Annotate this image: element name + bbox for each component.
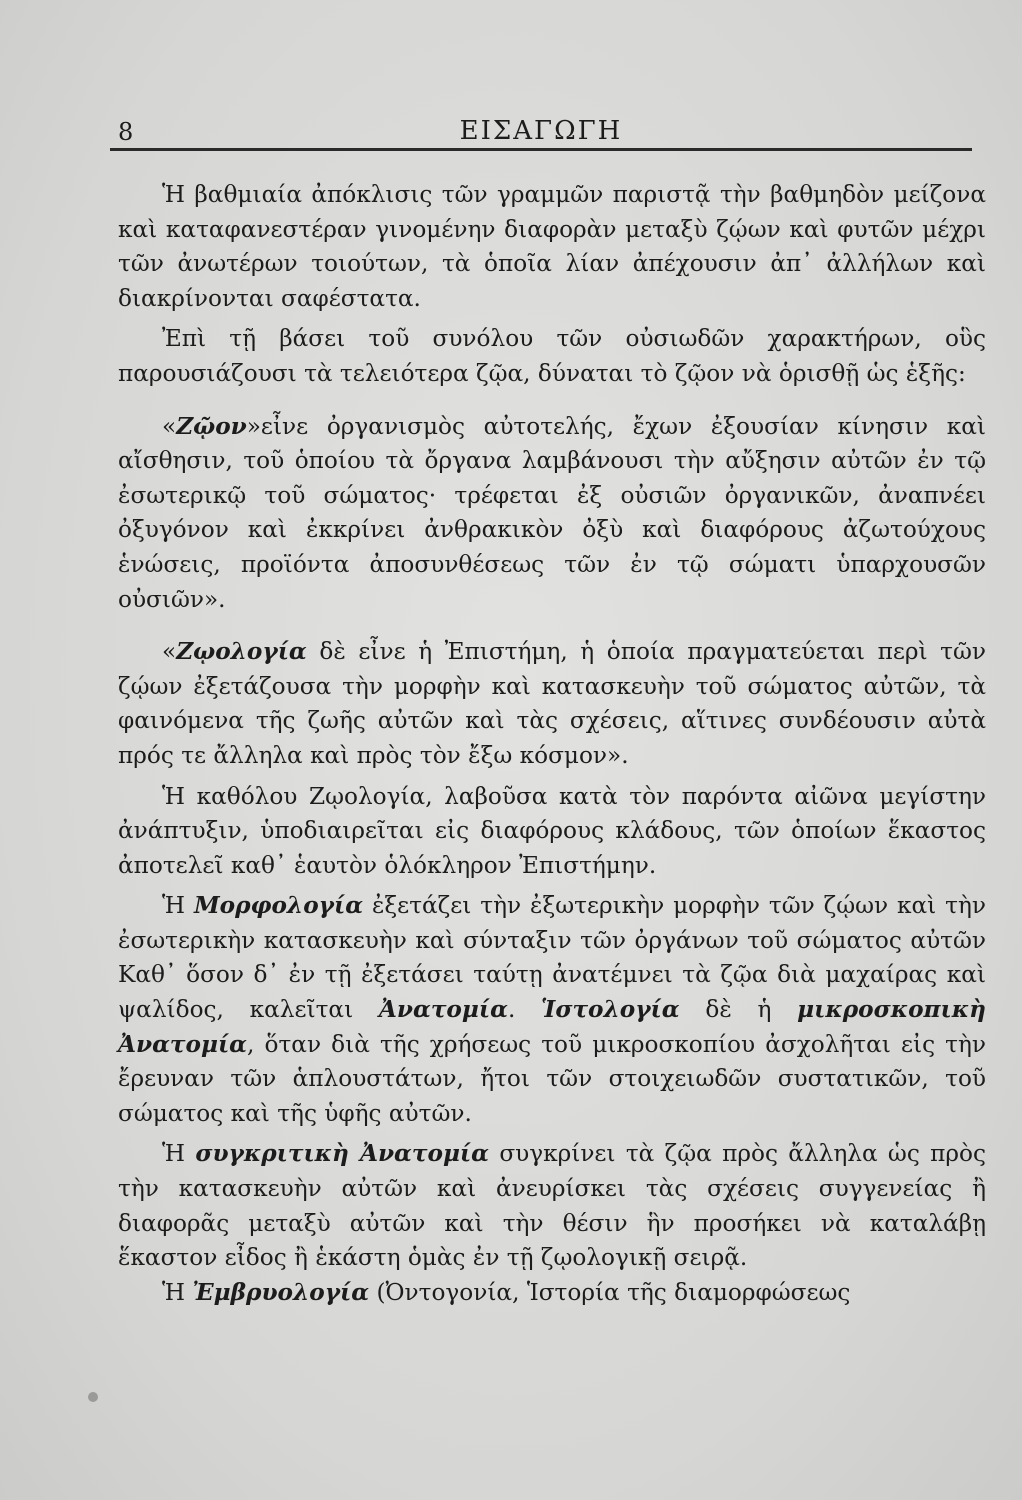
paragraph-animal-definition <box>118 410 986 618</box>
running-head: ΕΙΣΑΓΩΓΗ <box>459 116 623 146</box>
term-histologia: Ἱστολογία <box>541 996 680 1024</box>
text-segment: Ἡ <box>162 1278 193 1306</box>
page-header <box>110 108 972 151</box>
paragraph-definition-intro <box>118 322 986 391</box>
term-zoon: Ζῷον <box>176 412 247 440</box>
term-comparative-anatomy: συγκριτικὴ Ἀνατομία <box>195 1140 489 1168</box>
paragraph-text: »εἶνε ὀργανισμὸς αὐτοτελής, ἔχων ἐξουσίαν κίνησιν καὶ αἴσθησιν, τοῦ ὁποίου τὰ ὄργανα λαμβάνουσι τὴν αὔξησιν αὐτῶν ἐν τῷ ἐσωτερικῷ τοῦ σώματος· τρέφεται ἐξ οὐσιῶν ὀργανικῶν, ἀναπνέει ὀξυγόνον καὶ ἐκκρίνει ἀνθρακικὸν ὀξὺ καὶ διαφόρους ἀζωτούχους ἑνώσεις, προϊόντα ἀποσυνθέσεως τῶν ἐν τῷ σώματι ὑπαρχουσῶν οὐσιῶν». <box>118 412 986 613</box>
text-segment: Ἡ <box>162 1140 196 1168</box>
term-microscopic-anatomy: μικροσκοπικὴ Ἀνατομία <box>118 996 986 1058</box>
paragraph-text: Ἡ βαθμιαία ἀπόκλισις τῶν γραμμῶν παριστᾷ τὴν βαθμηδὸν μείζονα καὶ καταφανεστέραν γινομένην διαφορὰν μεταξὺ ζῴων καὶ φυτῶν μέχρι τῶν ἀνωτέρων τοιούτων, τὰ ὁποῖα λίαν ἀπέχουσιν ἀπ᾽ ἀλλήλων καὶ διακρίνονται σαφέστατα. <box>118 181 986 312</box>
term-anatomia: Ἀνατομία <box>378 996 508 1024</box>
paragraph-text: Ἡ καθόλου Ζῳολογία, λαβοῦσα κατὰ τὸν παρόντα αἰῶνα μεγίστην ἀνάπτυξιν, ὑποδιαιρεῖται εἰς διαφόρους κλάδους, τῶν ὁποίων ἕκαστος ἀποτελεῖ καθ᾽ ἑαυτὸν ὁλόκληρον Ἐπιστήμην. <box>118 782 986 879</box>
body-text <box>118 178 986 1310</box>
paragraph-text: Ἐπὶ τῇ βάσει τοῦ συνόλου τῶν οὐσιωδῶν χαρακτήρων, οὓς παρουσιάζουσι τὰ τελειότερα ζῷα, δύναται τὸ ζῷον νὰ ὁρισθῇ ὡς ἑξῆς: <box>118 325 986 387</box>
paper-spot <box>88 1392 98 1402</box>
text-segment: (Ὀντογονία, Ἱστορία τῆς διαμορφώσεως <box>369 1278 851 1306</box>
term-zoologia: Ζῳολογία <box>176 638 307 666</box>
term-morphologia: Μορφολογία <box>193 892 364 920</box>
paragraph-zoology-definition <box>118 635 986 773</box>
text-segment: , ὅταν διὰ τῆς χρήσεως τοῦ μικροσκοπίου ἀσχολῆται εἰς τὴν ἔρευναν τῶν ἁπλουστάτων, ἤτοι τῶν στοιχειωδῶν συστατικῶν, τοῦ σώματος καὶ τῆς ὑφῆς αὐτῶν. <box>118 1030 986 1127</box>
text-segment: Ἡ <box>162 892 194 920</box>
page-number: 8 <box>118 118 134 146</box>
quote-open: « <box>162 638 177 666</box>
text-segment: ἐξετάζει τὴν ἐξωτερικὴν μορφὴν τῶν ζῴων καὶ τὴν ἐσωτερικὴν κατασκευὴν καὶ σύνταξιν τῶν ὀργάνων τοῦ σώματος αὐτῶν Καθ᾽ ὅσον δ᾽ ἐν τῇ ἐξετάσει ταύτῃ ἀνατέμνει τὰ ζῷα διὰ μαχαίρας καὶ ψαλίδος, καλεῖται <box>118 892 986 1024</box>
paragraph-general-zoology <box>118 780 986 884</box>
text-segment: δὲ ἡ <box>679 996 798 1024</box>
paragraph-text: δὲ εἶνε ἡ Ἐπιστήμη, ἡ ὁποία πραγματεύεται περὶ τῶν ζῴων ἐξετάζουσα τὴν μορφὴν καὶ κατασκευὴν τοῦ σώματος αὐτῶν, τὰ φαινόμενα τῆς ζωῆς αὐτῶν καὶ τὰς σχέσεις, αἵτινες συνδέουσιν αὐτὰ πρός τε ἄλληλα καὶ πρὸς τὸν ἔξω κόσμον». <box>118 638 986 769</box>
term-embryologia: Ἐμβρυολογία <box>192 1278 370 1306</box>
text-segment: συγκρίνει τὰ ζῷα πρὸς ἄλληλα ὡς πρὸς τὴν κατασκευὴν αὐτῶν καὶ ἀνευρίσκει τὰς σχέσεις συγγενείας ἢ διαφορᾶς μεταξὺ αὐτῶν καὶ τὴν θέσιν ἣν προσήκει νὰ καταλάβῃ ἕκαστον εἶδος ἢ ἑκάστη ὁμὰς ἐν τῇ ζῳολογικῇ σειρᾷ. <box>118 1140 986 1272</box>
paragraph-comparative-anatomy <box>118 1137 986 1275</box>
paragraph-gradual-divergence <box>118 178 986 316</box>
paragraph-embryology <box>118 1276 986 1311</box>
paragraph-morphology <box>118 889 986 1131</box>
text-segment: . <box>507 996 542 1024</box>
quote-open: « <box>162 412 177 440</box>
